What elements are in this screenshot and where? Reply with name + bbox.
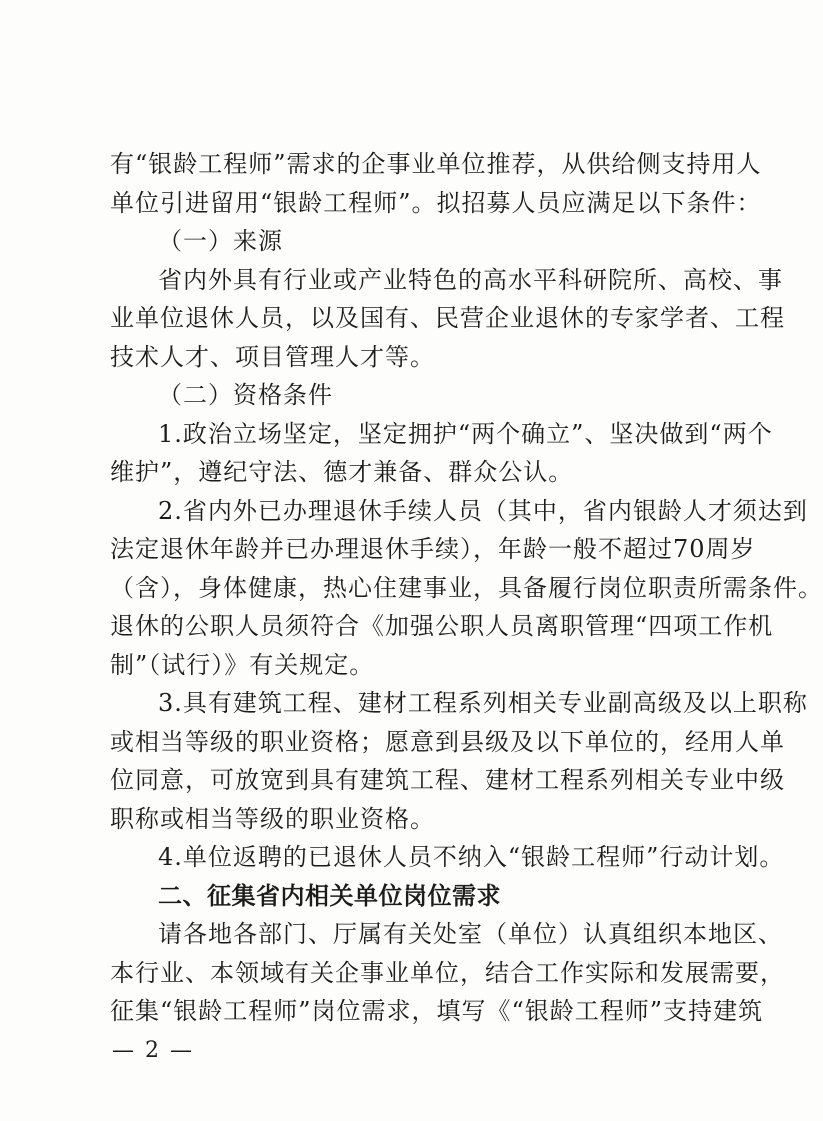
section-heading-demand: 二、征集省内相关单位岗位需求	[158, 882, 501, 910]
body-line: 4.单位返聘的已退休人员不纳入“银龄工程师”行动计划。	[158, 843, 785, 871]
body-line: 省内外具有行业或产业特色的高水平科研院所、高校、事	[158, 266, 783, 294]
body-line: （含），身体健康，热心住建事业，具备履行岗位职责所需条件。	[110, 574, 823, 602]
body-line: 法定退休年龄并已办理退休手续），年龄一般不超过70周岁	[110, 535, 756, 563]
body-line: 维护”，遵纪守法、德才兼备、群众公认。	[110, 458, 574, 486]
body-line: 退休的公职人员须符合《加强公职人员离职管理“四项工作机	[110, 612, 774, 640]
body-line: 或相当等级的职业资格；愿意到县级及以下单位的，经用人单	[110, 728, 785, 756]
body-line: 技术人才、项目管理人才等。	[110, 343, 435, 371]
body-line: 职称或相当等级的职业资格。	[110, 805, 435, 833]
body-line: 业单位退休人员，以及国有、民营企业退休的专家学者、工程	[110, 304, 785, 332]
body-line: 单位引进留用“银龄工程师”。拟招募人员应满足以下条件：	[110, 189, 762, 217]
section-heading-qualifications: （二）资格条件	[158, 381, 333, 409]
body-line: 位同意，可放宽到具有建筑工程、建材工程系列相关专业中级	[110, 766, 785, 794]
body-line: 2.省内外已办理退休手续人员（其中，省内银龄人才须达到	[158, 497, 808, 525]
body-line: 1.政治立场坚定，坚定拥护“两个确立”、坚决做到“两个	[158, 420, 773, 448]
body-line: 征集“银龄工程师”岗位需求，填写《“银龄工程师”支持建筑	[110, 997, 764, 1025]
page-number: — 2 —	[112, 1038, 194, 1063]
body-line: 3.具有建筑工程、建材工程系列相关专业副高级及以上职称	[158, 689, 808, 717]
body-line: 有“银龄工程师”需求的企事业单位推荐，从供给侧支持用人	[110, 150, 762, 178]
section-heading-source: （一）来源	[158, 227, 283, 255]
body-line: 请各地各部门、厅属有关处室（单位）认真组织本地区、	[158, 920, 783, 948]
body-line: 制”（试行）》有关规定。	[110, 651, 375, 679]
body-line: 本行业、本领域有关企事业单位，结合工作实际和发展需要，	[110, 959, 785, 987]
